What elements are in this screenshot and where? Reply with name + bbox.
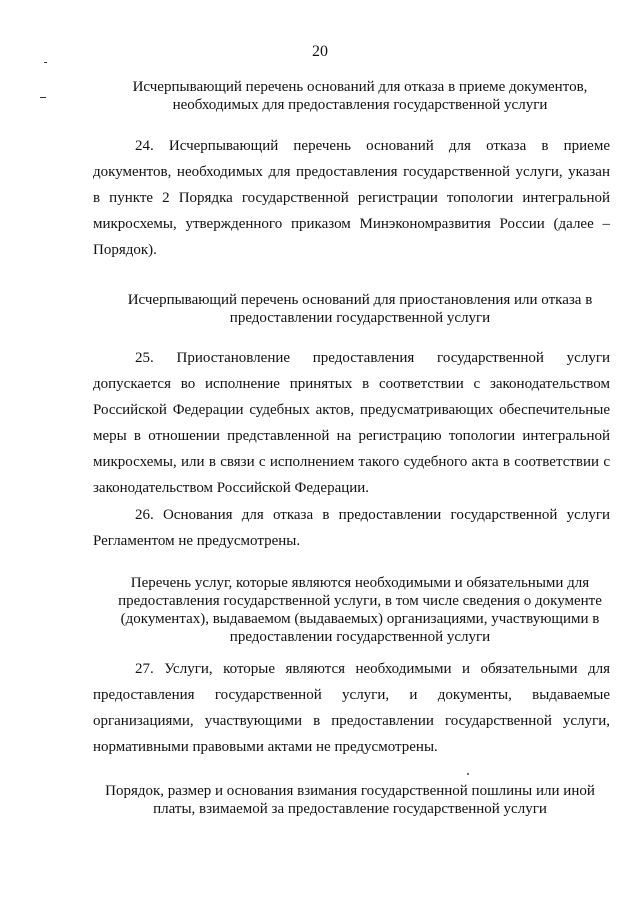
scan-mark xyxy=(40,97,46,98)
paragraph: 24. Исчерпывающий перечень оснований для отказа в приеме документов, необходимых для предоставления государственной услуги, указан в пункте 2 Порядка государственной регистрации топологии интегральной микросхемы, утвержденного приказом Минэкономразвития России (далее – Порядок). xyxy=(93,138,610,258)
scan-mark xyxy=(467,773,469,775)
section-heading: Исчерпывающий перечень оснований для отказа в приеме документов, необходимых для предоставления государственной услуги xyxy=(132,79,588,113)
section-heading: Исчерпывающий перечень оснований для приостановления или отказа в предоставлении государственной услуги xyxy=(127,292,593,326)
paragraph: 25. Приостановление предоставления государственной услуги допускается во исполнение принятых в соответствии с законодательством Российской Федерации судебных актов, предусматривающих обеспечительные меры в отношении представленной на регистрацию топологии интегральной микросхемы, или в связи с исполнением такого судебного акта в соответствии с законодательством Российской Федерации. xyxy=(93,350,610,496)
paragraph: 27. Услуги, которые являются необходимыми и обязательными для предоставления государственной услуги, и документы, выдаваемые организациями, участвующими в предоставлении государственной услуги, нормативными правовыми актами не предусмотрены. xyxy=(93,661,610,755)
section-heading: Порядок, размер и основания взимания государственной пошлины или иной платы, взимаемой за предоставление государственной услуги xyxy=(105,783,595,817)
scan-mark xyxy=(44,62,47,63)
page-number: 20 xyxy=(312,43,328,60)
paragraph: 26. Основания для отказа в предоставлении государственной услуги Регламентом не предусмотрены. xyxy=(93,507,610,549)
section-heading: Перечень услуг, которые являются необходимыми и обязательными для предоставления государственной услуги, в том числе сведения о документе (документах), выдаваемом (выдаваемых) организациями, участвующими в предоставлении государственной услуги xyxy=(118,575,602,645)
